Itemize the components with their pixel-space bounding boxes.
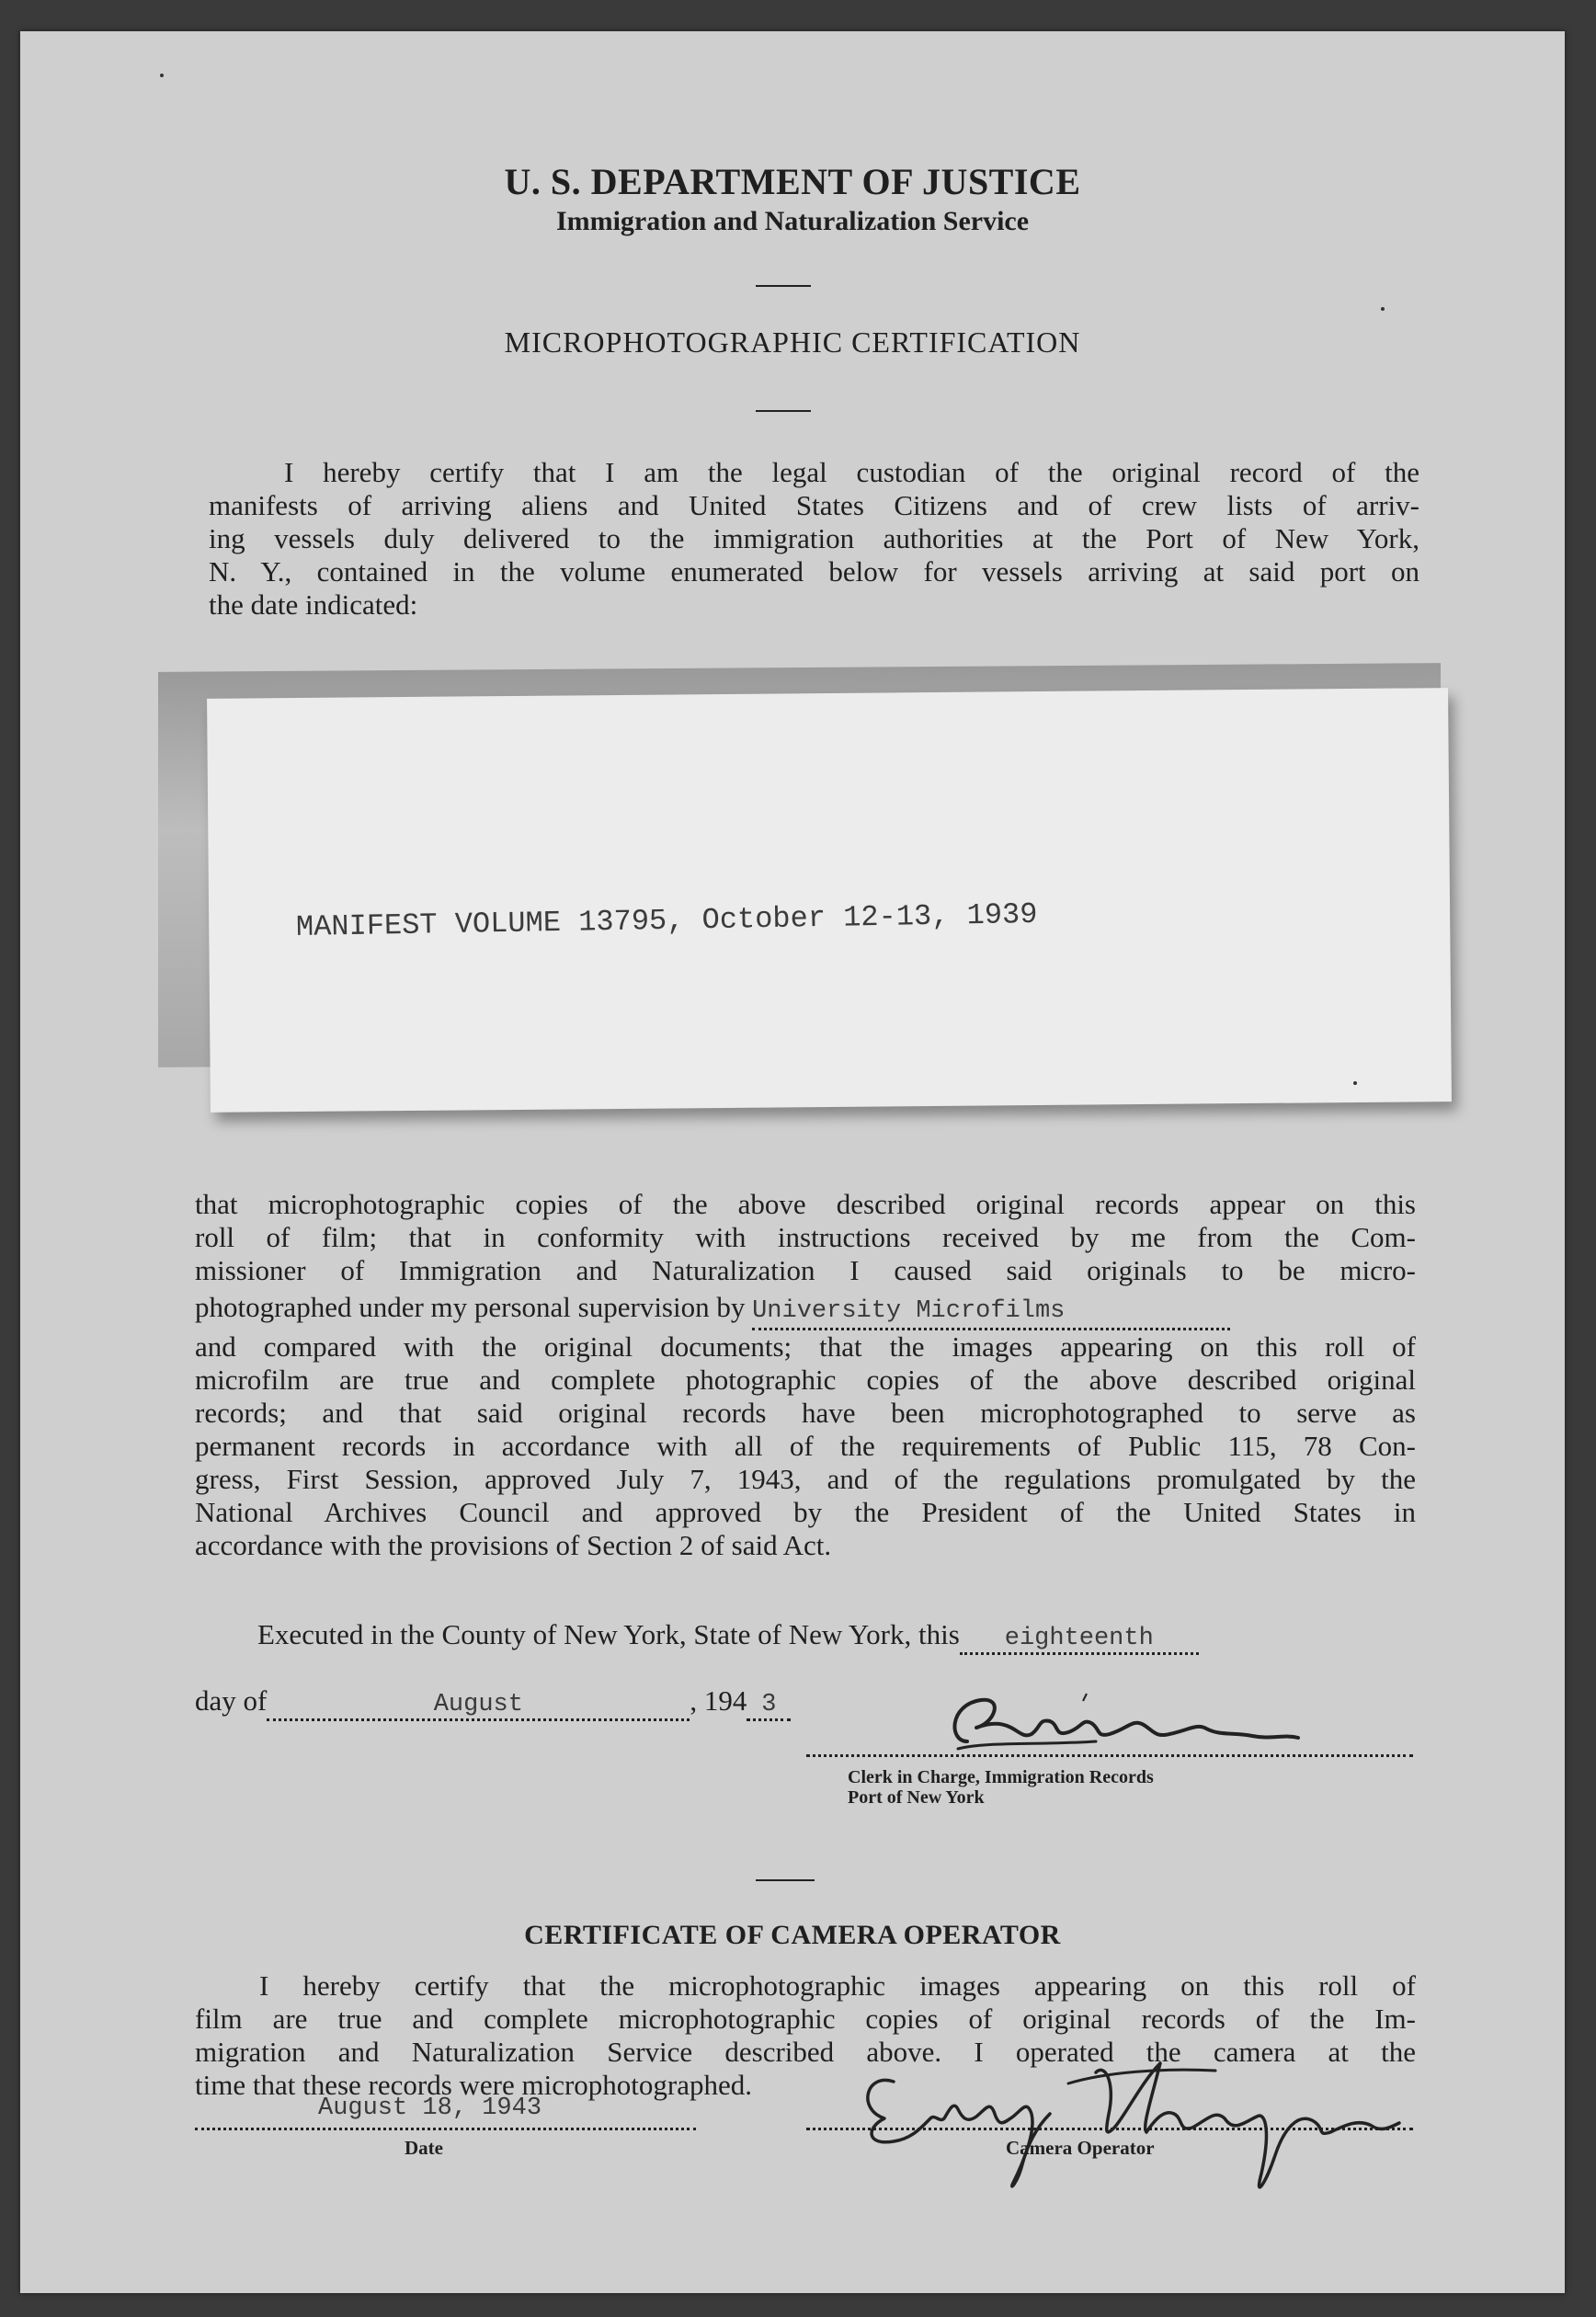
date-label: Date	[405, 2137, 443, 2159]
year-value: 3	[761, 1691, 777, 1718]
operator-signature-line	[806, 2128, 1413, 2130]
text-line: time that these records were microphotographed.	[195, 2069, 752, 2101]
body-paragraph	[195, 1188, 1416, 1562]
text-line: migration and Naturalization Service described above. I operated the camera at the	[195, 2036, 1416, 2068]
text-line: permanent records in accordance with all of the requirements of Public 115, 78 Con-	[195, 1430, 1416, 1462]
date-value: August 18, 1943	[318, 2094, 542, 2122]
certificate-page	[20, 31, 1565, 2293]
year-field	[747, 1684, 791, 1721]
clerk-title-line: Port of New York	[848, 1787, 985, 1808]
text-line: N. Y., contained in the volume enumerated below for vessels arriving at said port on	[209, 555, 1419, 588]
manifest-volume-text: MANIFEST VOLUME 13795, October 12-13, 1939	[295, 896, 1038, 944]
text-line: the date indicated:	[209, 588, 418, 621]
film-speck	[160, 74, 164, 77]
clerk-title	[848, 1767, 1154, 1808]
divider	[756, 410, 811, 412]
day-field	[960, 1618, 1199, 1655]
date-line-field	[195, 2128, 696, 2130]
text-line: missioner of Immigration and Naturalization I caused said originals to be micro-	[195, 1254, 1416, 1286]
camera-operator-title: CERTIFICATE OF CAMERA OPERATOR	[524, 1920, 1061, 1950]
text-line: film are true and complete microphotographic copies of original records of the Im-	[195, 2003, 1416, 2035]
text-line: roll of film; that in conformity with instructions received by me from the Com-	[195, 1221, 1416, 1253]
divider	[756, 285, 811, 287]
execution-line	[257, 1618, 1199, 1655]
day-value: eighteenth	[1004, 1625, 1154, 1652]
text-line	[195, 1291, 1416, 1330]
intro-paragraph	[209, 456, 1419, 622]
certificate-title: MICROPHOTOGRAPHIC CERTIFICATION	[504, 325, 1081, 359]
text-line: that microphotographic copies of the above described original records appear on this	[195, 1188, 1416, 1220]
month-field	[267, 1684, 690, 1721]
divider	[756, 1879, 815, 1881]
text-line: manifests of arriving aliens and United States Citizens and of crew lists of arriv-	[209, 489, 1419, 521]
camera-operator-label: Camera Operator	[1006, 2137, 1155, 2159]
text-line: ing vessels duly delivered to the immigration authorities at the Port of New York,	[209, 522, 1419, 554]
execution-label: Executed in the County of New York, State of New York, this	[257, 1618, 960, 1650]
supervisor-value: University Microfilms	[752, 1297, 1066, 1325]
clerk-signature-line	[806, 1754, 1413, 1757]
year-label: , 194	[690, 1684, 747, 1717]
text-line: gress, First Session, approved July 7, 1943, and of the regulations promulgated by the	[195, 1463, 1416, 1495]
text-line: National Archives Council and approved by the President of the United States in	[195, 1496, 1416, 1528]
text-line: records; and that said original records have been microphotographed to serve as	[195, 1397, 1416, 1429]
supervision-label: photographed under my personal supervision by	[195, 1291, 746, 1323]
text-line: I hereby certify that I am the legal custodian of the original record of the	[284, 456, 1419, 488]
clerk-title-line: Clerk in Charge, Immigration Records	[848, 1767, 1154, 1787]
agency-heading: U. S. DEPARTMENT OF JUSTICE	[504, 161, 1081, 202]
text-line: and compared with the original documents; that the images appearing on this roll of	[195, 1330, 1416, 1363]
day-of-label: day of	[195, 1684, 268, 1717]
film-speck	[1353, 1081, 1357, 1085]
film-speck	[1381, 307, 1385, 311]
month-value: August	[433, 1691, 523, 1718]
service-subheading: Immigration and Naturalization Service	[555, 206, 1030, 236]
supervisor-field	[752, 1291, 1230, 1330]
text-line: microfilm are true and complete photographic copies of the above described original	[195, 1364, 1416, 1396]
date-line	[195, 1684, 791, 1721]
text-line: accordance with the provisions of Section 2 of said Act.	[195, 1529, 832, 1561]
text-line: I hereby certify that the microphotographic images appearing on this roll of	[259, 1969, 1416, 2002]
